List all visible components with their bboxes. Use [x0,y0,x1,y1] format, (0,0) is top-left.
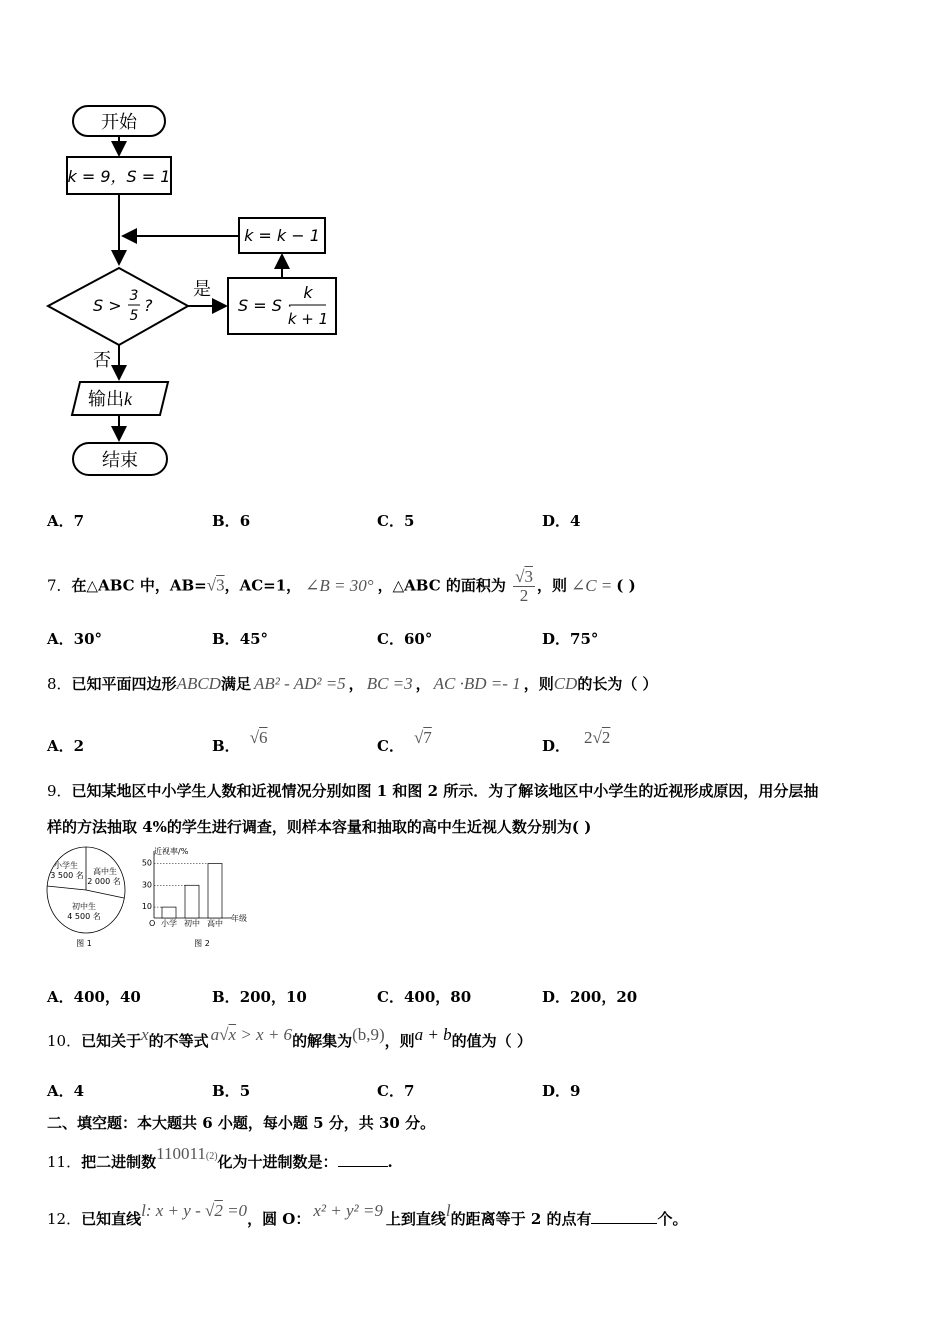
q9-option-b: B．200，10 [212,988,307,1006]
figure-1-pie-chart [42,846,132,951]
q6-option-d: D．4 [542,512,581,530]
pie-label-primary: 小学生 [54,861,78,870]
q8-option-d: D． 2√2 [542,728,611,755]
y-tick-label: 30 [141,880,152,890]
figure-1-caption: 图 1 [76,939,92,948]
q8-option-a: A．2 [47,737,85,755]
q6-option-a: A．7 [47,512,85,530]
q9-option-c: C．400，80 [377,988,472,1006]
q7-option-b: B．45° [212,630,269,648]
x-tick-label: 小学 [161,919,177,928]
pie-label-primary-count: 3 500 名 [50,871,84,880]
x-tick-label: 高中 [207,919,223,928]
q7-option-c: C．60° [377,630,433,648]
q7-option-d: D．75° [542,630,599,648]
q7-stem: 7．在△ABC 中，AB=√3，AC=1， ∠B = 30° ，△ABC 的面积为 $\frac{√3}{2}$ ，则 ∠C = ( ) [47,567,636,605]
q6-option-c: C．5 [377,512,415,530]
section-2-heading: 二、填空题：本大题共 6 小题，每小题 5 分，共 30 分。 [47,1114,436,1132]
q7-option-a: A．30° [47,630,103,648]
condition-num: 3 [129,288,139,304]
q8-option-c: C． √7 [377,728,432,755]
bar-ylabel: 近视率/% [154,847,189,856]
figure-2-bar-chart [140,846,250,951]
q6-option-b: B．6 [212,512,251,530]
pie-label-high: 高中生 [93,867,117,876]
update-lhs: S = S · [238,296,293,315]
q9-line1: 9．已知某地区中小学生人数和近视情况分别如图 1 和图 2 所示．为了解该地区中小学生的近视形成原因，用分层抽 [47,782,819,800]
q11-answer-blank[interactable] [338,1152,388,1167]
q9-option-a: A．400，40 [47,988,141,1006]
y-tick-label: 50 [141,858,152,868]
decrement-label: k = k − 1 [244,226,320,245]
yes-label: 是 [193,279,211,300]
update-num: k [303,283,313,302]
q12-stem: 12．已知直线l: x + y - √2 =0，圆 O： x² + y² =9 上到直线l的距离等于 2 的点有 个。 [47,1201,688,1228]
start-label: 开始 [101,112,137,133]
q10-stem: 10．已知关于x的不等式 a√x > x + 6的解集为(b,9)，则a + b的值为（ ） [47,1025,532,1050]
output-label: 输出k [88,389,132,410]
pie-label-middle-count: 4 500 名 [67,912,101,921]
q10-option-d: D．9 [542,1082,581,1100]
figure-2-caption: 图 2 [194,939,210,948]
condition-lhs: S > [93,296,122,315]
q12-answer-blank[interactable] [591,1209,657,1224]
init-label: k = 9，S = 1 [67,167,171,186]
q9-option-d: D．200，20 [542,988,638,1006]
q10-option-a: A．4 [47,1082,85,1100]
update-den: k + 1 [287,310,329,328]
condition-q: ? [144,296,153,315]
bar-小学 [162,907,176,918]
condition-den: 5 [129,308,139,324]
pie-label-middle: 初中生 [72,902,96,911]
area-fraction: $\frac{√3}{2}$ [515,567,533,605]
sqrt3: √3 [206,575,225,595]
q10-option-c: C．7 [377,1082,415,1100]
q10-option-b: B．5 [212,1082,251,1100]
q8-stem: 8．已知平面四边形ABCD满足 AB² - AD² =5 ， BC =3 ， AC ·BD =- 1 ，则CD的长为（ ） [47,674,658,693]
bar-xlabel: 年级 [231,914,247,923]
y-tick-label: 10 [141,902,152,912]
no-label: 否 [93,350,111,371]
q11-stem: 11．把二进制数110011(2)化为十进制数是： . [47,1144,393,1171]
q9-line2: 样的方法抽取 4%的学生进行调查，则样本容量和抽取的高中生近视人数分别为( ) [47,818,592,836]
flowchart [40,95,350,490]
q8-option-b: B． √6 [212,728,268,755]
bar-高中 [208,863,222,918]
pie-label-high-count: 2 000 名 [87,877,121,886]
end-label: 结束 [102,450,138,471]
x-tick-label: 初中 [184,919,200,928]
bar-初中 [185,885,199,918]
bar-origin: O [149,919,156,928]
